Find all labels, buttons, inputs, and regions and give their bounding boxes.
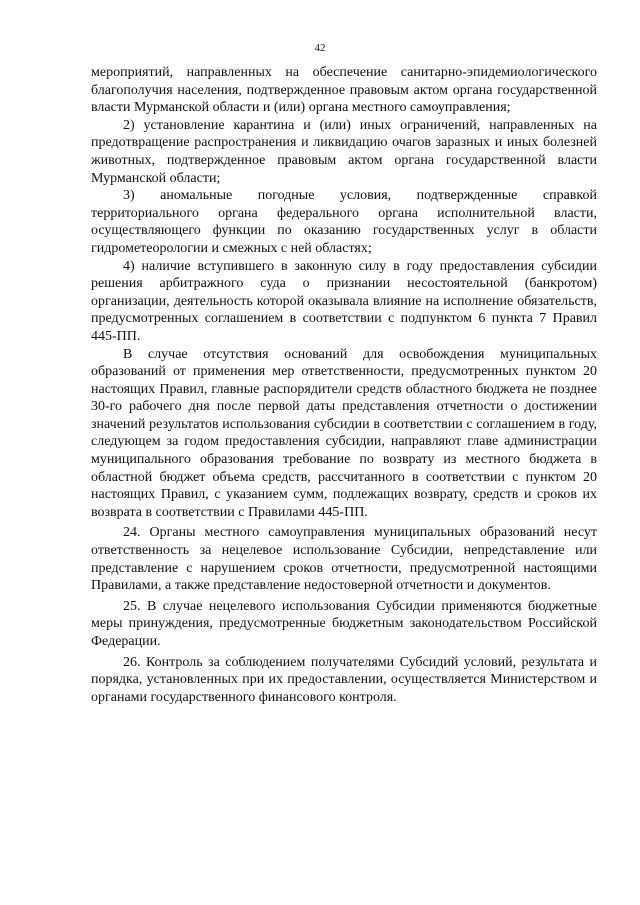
paragraph-24: 24. Органы местного самоуправления муниципальных образований несут ответственность за нецелевое использование Субсидии, непредставление или представление с нарушением сроков отчетности, предусмотренной настоящими Правилами, а также представление недостоверной отчетности и документов.	[91, 525, 597, 594]
paragraph-25: 25. В случае нецелевого использования Субсидии применяются бюджетные меры принуждения, предусмотренные бюджетным законодательством Российской Федерации.	[91, 598, 597, 649]
paragraph-continuation: мероприятий, направленных на обеспечение санитарно-эпидемиологического благополучия населения, подтвержденное правовым актом органа государственной власти Мурманской области и (или) органа местного самоуправления;	[91, 65, 597, 116]
paragraph-no-grounds: В случае отсутствия оснований для освобождения муниципальных образований от применения мер ответственности, предусмотренных пунктом 20 настоящих Правил, главные распорядители средств областного бюджета не позднее 30-го рабочего дня после первой даты представления отчетности о достижении значений результатов использования субсидии в соответствии с соглашением в году, следующем за годом предоставления субсидии, направляют главе администрации муниципального образования требование по возврату из местного бюджета в областной бюджет объема средств, рассчитанного в соответствии с пунктом 20 настоящих Правил, с указанием сумм, подлежащих возврату, средств и сроков их возврата в соответствии с Правилами 445-ПП.	[91, 346, 597, 520]
paragraph-item-4: 4) наличие вступившего в законную силу в году предоставления субсидии решения арбитражного суда о признании несостоятельной (банкротом) организации, деятельность которой оказывала влияние на исполнение обязательств, предусмотренных соглашением в соответствии с подпунктом 6 пункта 7 Правил 445-ПП.	[91, 258, 597, 344]
page-number: 42	[314, 42, 326, 54]
document-body	[91, 64, 597, 706]
paragraph-item-2: 2) установление карантина и (или) иных ограничений, направленных на предотвращение распространения и ликвидацию очагов заразных и иных болезней животных, подтвержденное правовым актом органа государственной власти Мурманской области;	[91, 117, 597, 186]
paragraph-26: 26. Контроль за соблюдением получателями Субсидий условий, результата и порядка, установленных при их предоставлении, осуществляется Министерством и органами государственного финансового контроля.	[91, 654, 597, 705]
paragraph-item-3: 3) аномальные погодные условия, подтвержденные справкой территориального органа федерального органа исполнительной власти, осуществляющего функции по оказанию государственных услуг в области гидрометеорологии и смежных с ней областях;	[91, 188, 597, 256]
